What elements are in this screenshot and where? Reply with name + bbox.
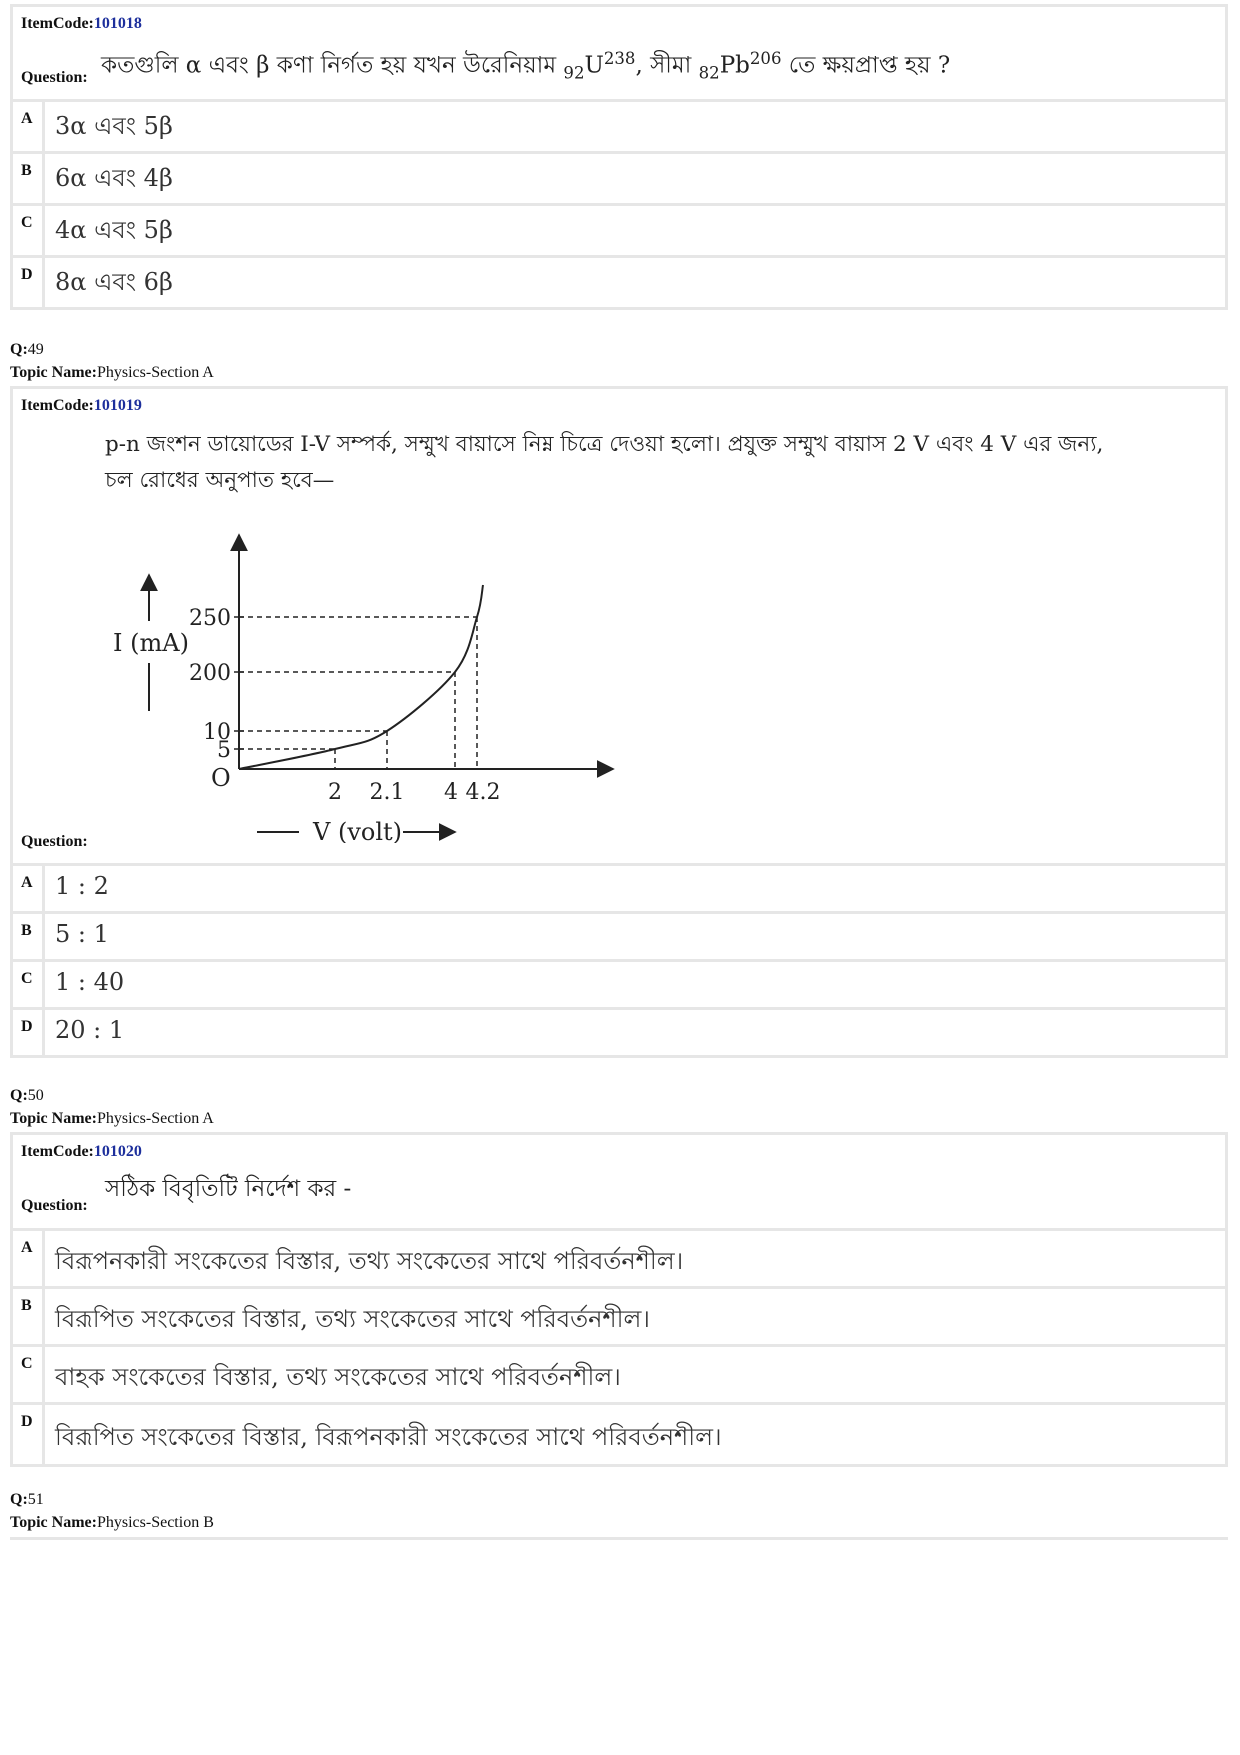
question-meta-49 bbox=[10, 338, 214, 384]
question-label: Question: bbox=[21, 833, 88, 850]
option-d[interactable] bbox=[13, 1402, 1225, 1467]
option-letter: C bbox=[21, 970, 33, 987]
option-text: 1 : 2 bbox=[55, 872, 109, 900]
option-text: বিরূপিত সংকেতের বিস্তার, বিরূপনকারী সংকেতের সাথে পরিবর্তনশীল। bbox=[55, 1423, 722, 1451]
question-text: সঠিক বিবৃতিটি নির্দেশ কর - bbox=[105, 1176, 352, 1202]
x-tick-label-2: 4 bbox=[444, 780, 458, 805]
item-code bbox=[13, 7, 1225, 33]
option-letter: B bbox=[21, 1297, 32, 1314]
question-card-101020 bbox=[10, 1132, 1228, 1467]
y-tick-label-0: 5 bbox=[217, 738, 231, 763]
x-tick-label-3: 4.2 bbox=[465, 780, 501, 805]
q-number: 51 bbox=[27, 1491, 44, 1508]
option-d[interactable] bbox=[13, 1007, 1225, 1058]
option-text: 4α এবং 5β bbox=[55, 216, 173, 244]
option-text: বিরূপিত সংকেতের বিস্তার, তথ্য সংকেতের সাথে পরিবর্তনশীল। bbox=[55, 1305, 650, 1333]
item-code bbox=[13, 389, 1225, 415]
option-a[interactable] bbox=[13, 1228, 1225, 1289]
item-code-number: 101018 bbox=[93, 15, 142, 32]
option-letter: B bbox=[21, 922, 32, 939]
item-code-label: ItemCode: bbox=[21, 397, 94, 414]
option-text: বিরূপনকারী সংকেতের বিস্তার, তথ্য সংকেতের সাথে পরিবর্তনশীল। bbox=[55, 1247, 684, 1275]
divider bbox=[10, 1537, 1228, 1540]
question-text: কতগুলি α এবং β কণা নির্গত হয় যখন উরেনিয়াম $_{92}U^{238}$, সীমা $_{82}Pb^{206}$ তে ক্ষয়প্রাপ্ত হয় ? bbox=[101, 49, 951, 83]
question-label: Question: bbox=[21, 1197, 88, 1214]
option-letter: A bbox=[21, 110, 33, 127]
question-meta-51 bbox=[10, 1488, 214, 1534]
option-b[interactable] bbox=[13, 1286, 1225, 1347]
option-text: বাহক সংকেতের বিস্তার, তথ্য সংকেতের সাথে পরিবর্তনশীল। bbox=[55, 1363, 621, 1391]
y-tick-label-2: 200 bbox=[189, 661, 231, 686]
option-letter: C bbox=[21, 214, 33, 231]
option-letter: D bbox=[21, 266, 33, 283]
option-a[interactable] bbox=[13, 863, 1225, 914]
y-tick-label-3: 250 bbox=[189, 606, 231, 631]
option-text: 6α এবং 4β bbox=[55, 164, 173, 192]
option-text: 3α এবং 5β bbox=[55, 112, 173, 140]
q-label: Q: bbox=[10, 1087, 28, 1104]
option-a[interactable] bbox=[13, 99, 1225, 154]
item-code bbox=[13, 1135, 1225, 1161]
option-text: 5 : 1 bbox=[55, 920, 109, 948]
topic-name: Physics-Section B bbox=[96, 1514, 214, 1531]
option-letter: B bbox=[21, 162, 32, 179]
question-card-101018 bbox=[10, 4, 1228, 310]
q-number: 49 bbox=[27, 341, 44, 358]
question-meta-50 bbox=[10, 1084, 214, 1130]
question-card-101019 bbox=[10, 386, 1228, 1058]
option-text: 20 : 1 bbox=[55, 1016, 125, 1044]
item-code-label: ItemCode: bbox=[21, 1143, 94, 1160]
iv-characteristic-chart bbox=[103, 513, 623, 843]
topic-name: Physics-Section A bbox=[96, 364, 214, 381]
option-b[interactable] bbox=[13, 911, 1225, 962]
option-c[interactable] bbox=[13, 203, 1225, 258]
option-c[interactable] bbox=[13, 1344, 1225, 1405]
q-label: Q: bbox=[10, 341, 28, 358]
option-text: 8α এবং 6β bbox=[55, 268, 173, 296]
item-code-label: ItemCode: bbox=[21, 15, 94, 32]
topic-label: Topic Name: bbox=[10, 1514, 97, 1531]
topic-name: Physics-Section A bbox=[96, 1110, 214, 1127]
option-d[interactable] bbox=[13, 255, 1225, 310]
option-letter: A bbox=[21, 1239, 33, 1256]
iv-curve bbox=[239, 585, 483, 769]
topic-label: Topic Name: bbox=[10, 364, 97, 381]
question-label: Question: bbox=[21, 69, 88, 86]
y-axis-label: I (mA) bbox=[113, 629, 189, 657]
x-axis-label: V (volt) bbox=[313, 818, 403, 843]
option-b[interactable] bbox=[13, 151, 1225, 206]
x-tick-label-0: 2 bbox=[328, 780, 342, 805]
question-text-line-1: p-n জংশন ডায়োডের I-V সম্পর্ক, সম্মুখ বায়াসে নিম্ন চিত্রে দেওয়া হলো। প্রযুক্ত সম্মুখ বায়াস 2 V এবং 4 V এর জন্য, bbox=[105, 432, 1104, 457]
origin-label: O bbox=[211, 764, 231, 792]
q-number: 50 bbox=[27, 1087, 44, 1104]
option-letter: D bbox=[21, 1413, 33, 1430]
y-tick-label-1: 10 bbox=[203, 720, 231, 745]
topic-label: Topic Name: bbox=[10, 1110, 97, 1127]
option-text: 1 : 40 bbox=[55, 968, 125, 996]
option-letter: C bbox=[21, 1355, 33, 1372]
q-label: Q: bbox=[10, 1491, 28, 1508]
option-c[interactable] bbox=[13, 959, 1225, 1010]
question-text-line-2: চল রোধের অনুপাত হবে— bbox=[105, 468, 335, 493]
option-letter: A bbox=[21, 874, 33, 891]
option-letter: D bbox=[21, 1018, 33, 1035]
item-code-number: 101020 bbox=[93, 1143, 142, 1160]
x-tick-label-1: 2.1 bbox=[369, 780, 405, 805]
item-code-number: 101019 bbox=[93, 397, 142, 414]
